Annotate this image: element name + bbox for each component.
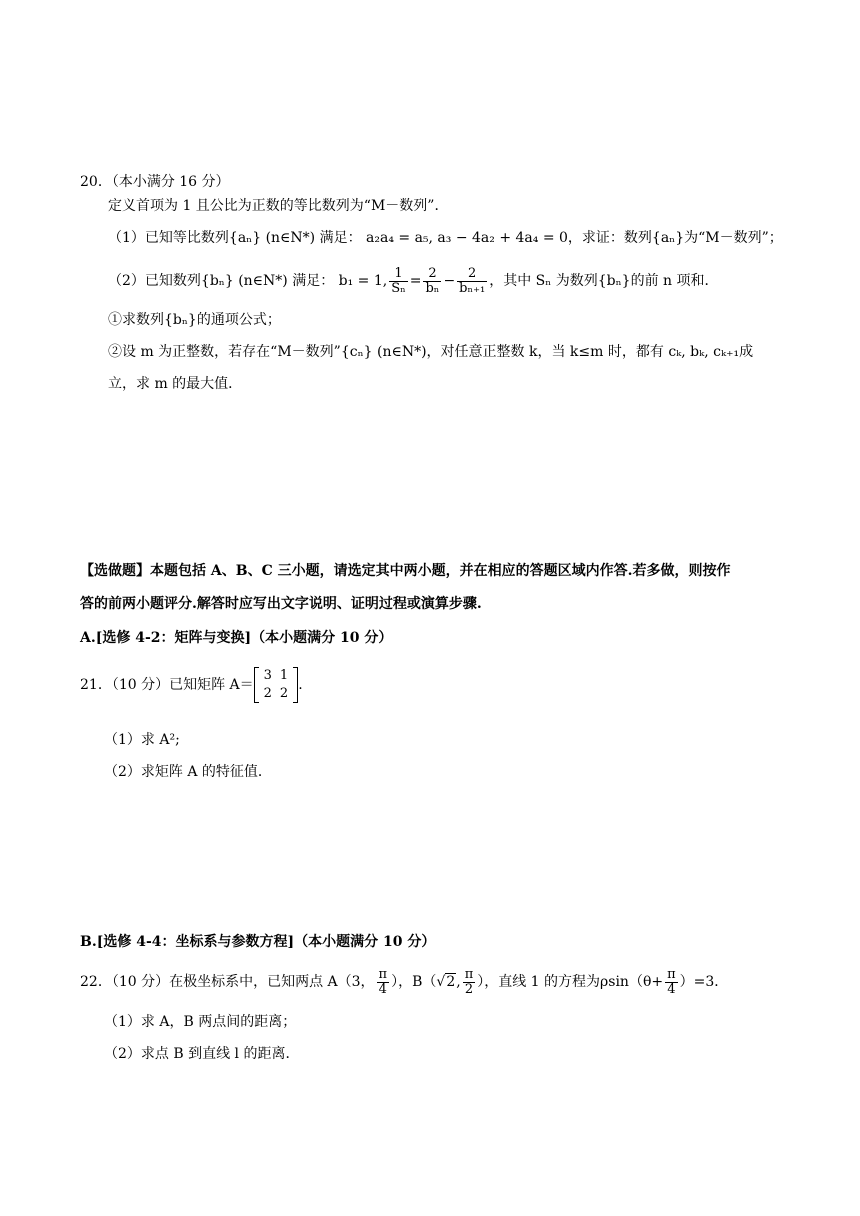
q22-mid1: ），B（ <box>391 974 437 990</box>
q20-part2-ii-cont: 立，求 m 的最大值． <box>108 376 243 392</box>
q21-part1: （1）求 A²; <box>104 732 180 748</box>
q20-part2-ii: ②设 m 为正整数，若存在“M－数列”{cₙ} (n∈N*)，对任意正整数 k，当 k≤m 时，都有 cₖ, bₖ, cₖ₊₁成 <box>108 344 754 360</box>
matrix-a <box>254 667 299 703</box>
matrix-cell: 2 <box>279 686 289 701</box>
q22-part2: （2）求点 B 到直线 l 的距离． <box>104 1046 300 1062</box>
q22-mid2: ），直线 1 的方程为ρsin（θ+ <box>477 974 664 990</box>
q20-intro: 定义首项为 1 且公比为正数的等比数列为“M－数列”． <box>108 198 449 214</box>
sqrt-2: 2 <box>446 974 456 990</box>
fraction-pi-over-2: $\frac{\pi}{2}$ <box>464 966 474 997</box>
matrix-cell: 2 <box>263 686 272 701</box>
equals-sign: = <box>409 273 422 289</box>
q20-part2 <box>108 266 719 296</box>
q20-part2-i: ①求数列{bₙ}的通项公式； <box>108 312 281 328</box>
elective-intro-1: 【选做题】本题包括 A、B、C 三小题，请选定其中两小题，并在相应的答题区域内作答.若多做，则按作 <box>80 563 731 579</box>
q20-part1: （1）已知等比数列{aₙ} (n∈N*) 满足： a₂a₄ = a₅, a₃ − 4a₂ + 4a₄ = 0，求证：数列{aₙ}为“M－数列”； <box>108 230 783 246</box>
matrix-cell: 1 <box>279 668 289 683</box>
elective-intro-2: 答的前两小题评分.解答时应写出文字说明、证明过程或演算步骤. <box>80 596 482 612</box>
q20-part2-tail: ，其中 Sₙ 为数列{bₙ}的前 n 项和． <box>489 273 719 289</box>
elective-b-title: B.[选修 4-4：坐标系与参数方程]（本小题满分 10 分） <box>80 934 436 950</box>
q21-lead: 21．（10 分）已知矩阵 A＝ <box>80 677 254 693</box>
q21-part2: （2）求矩阵 A 的特征值． <box>104 764 272 780</box>
fraction-pi-over-4: $\frac{\pi}{4}$ <box>378 966 388 997</box>
q22-lead: 22．（10 分）在极坐标系中，已知两点 A（3， <box>80 974 375 990</box>
fraction-2-over-bn1: $\frac{2}{\text{bₙ₊₁}}$ <box>459 265 486 296</box>
minus-sign: − <box>443 273 456 289</box>
fraction-2-over-bn: $\frac{2}{\text{bₙ}}$ <box>425 265 440 296</box>
q21-tail: . <box>298 677 303 693</box>
comma: , <box>456 974 461 990</box>
q20-header: 20．（本小满分 16 分） <box>80 174 230 190</box>
elective-a-title: A.[选修 4-2：矩阵与变换]（本小题满分 10 分） <box>80 630 393 646</box>
q21-statement <box>80 662 303 708</box>
matrix-cell: 3 <box>263 668 272 683</box>
sqrt-symbol: √ <box>436 974 446 990</box>
fraction-pi-over-4-b: $\frac{\pi}{4}$ <box>667 966 676 997</box>
q20-part2-lead: （2）已知数列{bₙ} (n∈N*) 满足： b₁ = 1, <box>108 273 388 289</box>
q22-tail: ）=3． <box>679 974 729 990</box>
fraction-1-over-sn: $\frac{1}{\text{Sₙ}}$ <box>391 265 406 296</box>
q22-statement <box>80 965 728 999</box>
q22-part1: （1）求 A，B 两点间的距离； <box>104 1014 297 1030</box>
